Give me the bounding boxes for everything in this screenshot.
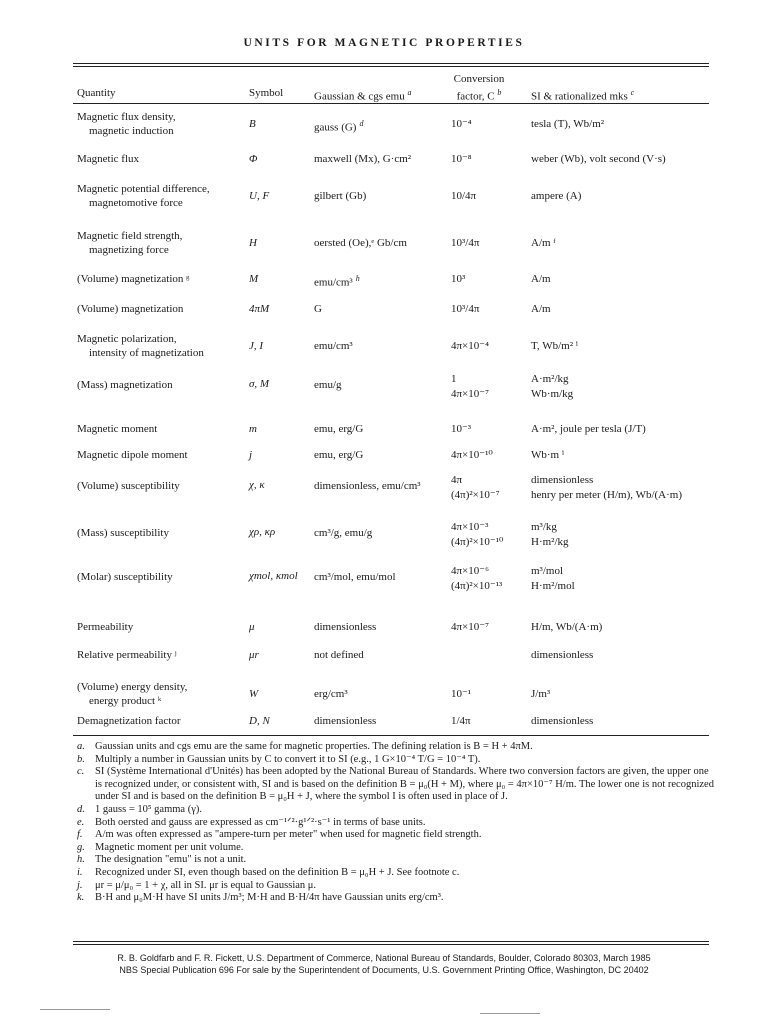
- gaussian-unit: gilbert (Gb): [314, 190, 367, 202]
- symbol-cell: M: [249, 273, 259, 285]
- quantity-cell: [77, 570, 173, 584]
- quantity-line: (Molar) susceptibility: [77, 571, 173, 583]
- top-rule: [73, 63, 709, 64]
- si-line: m³/kg: [531, 521, 557, 533]
- gaussian-unit: maxwell (Mx), G·cm²: [314, 153, 412, 165]
- footnote-label: h.: [77, 854, 85, 866]
- si-line: A·m²/kg: [531, 373, 569, 385]
- quantity-cell: [77, 302, 183, 316]
- quantity-cell: [77, 479, 180, 493]
- conversion-line: 10⁻⁴: [451, 118, 472, 130]
- header-si-label: SI & rationalized mks: [531, 90, 628, 103]
- si-cell: [531, 648, 593, 662]
- header-quantity-label: Quantity: [77, 87, 116, 99]
- gaussian-unit: emu/cm³: [314, 276, 353, 289]
- footnote-label: b.: [77, 753, 85, 765]
- footnote-item: [77, 829, 717, 842]
- footnote-text: A/m was often expressed as "ampere-turn per meter" when used for magnetic field strength.: [95, 829, 482, 841]
- si-cell: [531, 620, 602, 634]
- si-cell: [531, 117, 604, 131]
- header-quantity: [77, 86, 116, 100]
- conversion-cell: [451, 117, 472, 131]
- si-line: tesla (T), Wb/m²: [531, 118, 605, 130]
- si-line: Wb·m/kg: [531, 388, 574, 400]
- table-bottom-rule: [73, 735, 709, 736]
- symbol-cell: χρ, κρ: [249, 526, 276, 538]
- si-cell: [531, 448, 564, 462]
- si-cell: [531, 302, 551, 316]
- footnotes: [77, 741, 717, 905]
- si-cell: [531, 564, 575, 594]
- gaussian-cell: [314, 687, 348, 701]
- si-line: A/m ᶠ: [531, 237, 556, 249]
- conversion-cell: [451, 152, 472, 166]
- footnote-label: c.: [77, 766, 85, 778]
- conversion-line: 4π×10⁻¹⁰: [451, 449, 493, 461]
- quantity-line: (Volume) magnetization ᵍ: [77, 273, 190, 285]
- footnote-label: j.: [77, 879, 83, 891]
- gaussian-cell: [314, 302, 322, 316]
- header-symbol: [249, 86, 283, 100]
- gaussian-cell: [314, 152, 411, 166]
- si-cell: [531, 473, 682, 503]
- quantity-line: Demagnetization factor: [77, 715, 181, 727]
- si-line: weber (Wb), volt second (V·s): [531, 153, 666, 165]
- quantity-line: Magnetic dipole moment: [77, 449, 188, 461]
- citation: [0, 952, 768, 976]
- footnote-item: [77, 842, 717, 855]
- conversion-cell: [451, 448, 493, 462]
- footnote-bottom-rule-double: [73, 944, 709, 945]
- footnote-item: [77, 854, 717, 867]
- header-conversion: [444, 72, 514, 104]
- si-cell: [531, 687, 550, 701]
- citation-line-2: NBS Special Publication 696 For sale by the Superintendent of Documents, U.S. Government Printing Office, Washington, DC 20402: [119, 965, 649, 975]
- citation-line-1: R. B. Goldfarb and F. R. Fickett, U.S. Department of Commerce, National Bureau of Standards, Boulder, Colorado 80303, March 1985: [117, 953, 651, 963]
- gaussian-cell: [314, 448, 363, 462]
- gaussian-cell: [314, 236, 407, 250]
- gaussian-cell: [314, 714, 376, 728]
- footnote-bottom-rule: [73, 941, 709, 942]
- conversion-cell: [451, 620, 489, 634]
- footnote-text: Recognized under SI, even though based on the definition B = μ₀H + J. See footnote c.: [95, 866, 460, 878]
- conversion-line: 4π×10⁻⁷: [451, 621, 489, 633]
- gaussian-cell: [314, 620, 376, 634]
- gaussian-unit: emu/g: [314, 379, 342, 391]
- si-line: Wb·m ⁱ: [531, 449, 565, 461]
- footnote-item: [77, 867, 717, 880]
- gaussian-unit: not defined: [314, 649, 364, 661]
- header-conversion-line2: factor, C: [456, 90, 495, 103]
- symbol-cell: χ, κ: [249, 479, 265, 491]
- quantity-line: intensity of magnetization: [89, 347, 204, 359]
- quantity-cell: [77, 714, 181, 728]
- quantity-cell: [77, 648, 176, 662]
- quantity-line: Magnetic polarization,: [77, 333, 177, 345]
- scan-mark: [480, 1013, 540, 1014]
- symbol-cell: σ, M: [249, 378, 270, 390]
- si-line: dimensionless: [531, 474, 594, 486]
- gaussian-cell: [314, 422, 363, 436]
- top-rule-double: [73, 66, 709, 67]
- gaussian-unit: dimensionless, emu/cm³: [314, 480, 421, 492]
- symbol-cell: Φ: [249, 153, 258, 165]
- conversion-cell: [451, 714, 471, 728]
- si-line: A·m², joule per tesla (J/T): [531, 423, 646, 435]
- gaussian-unit: G: [314, 303, 322, 315]
- conversion-line: (4π)²×10⁻¹³: [451, 580, 503, 592]
- conversion-cell: [451, 422, 471, 436]
- gaussian-unit: cm³/g, emu/g: [314, 527, 373, 539]
- conversion-cell: [451, 272, 465, 286]
- footnote-label: d.: [77, 803, 85, 815]
- gaussian-unit: dimensionless: [314, 621, 377, 633]
- quantity-line: Magnetic moment: [77, 423, 158, 435]
- conversion-line: 1: [451, 373, 457, 385]
- footnote-text: SI (Système International d'Unités) has been adopted by the National Bureau of Standards. Where two conversion factors are given, the upper one is recognized under, or consistent with, SI and is based on the definition B = μ₀(H + M), where μ₀ = 4π×10⁻⁷ H/m. The lower one is not recognized under SI and is based on the definition B = μ₀H + J, where the symbol I is often used in place of J.: [95, 766, 714, 803]
- quantity-line: Relative permeability ʲ: [77, 649, 177, 661]
- symbol-cell: μ: [249, 621, 255, 633]
- gaussian-unit: emu, erg/G: [314, 449, 364, 461]
- footnote-label: k.: [77, 892, 85, 904]
- conversion-line: 4π×10⁻⁶: [451, 565, 489, 577]
- si-cell: [531, 339, 578, 353]
- page-title: UNITS FOR MAGNETIC PROPERTIES: [243, 37, 525, 49]
- si-line: dimensionless: [531, 649, 594, 661]
- gaussian-unit: erg/cm³: [314, 688, 348, 700]
- quantity-line: (Mass) susceptibility: [77, 527, 169, 539]
- gaussian-unit: gauss (G): [314, 121, 357, 134]
- footnote-item: [77, 766, 717, 804]
- header-gaussian-sup: a: [407, 88, 412, 97]
- quantity-cell: [77, 378, 173, 392]
- conversion-cell: [451, 236, 479, 250]
- quantity-line: (Mass) magnetization: [77, 379, 173, 391]
- quantity-line: Magnetic flux: [77, 153, 140, 165]
- quantity-cell: [77, 526, 169, 540]
- conversion-line: 4π×10⁻⁷: [451, 388, 489, 400]
- gaussian-unit: dimensionless: [314, 715, 377, 727]
- conversion-line: 10/4π: [451, 190, 477, 202]
- quantity-line: magnetic induction: [89, 125, 174, 137]
- footnote-text: B·H and μ₀M·H have SI units J/m³; M·H and B·H/4π have Gaussian units erg/cm³.: [95, 892, 444, 904]
- footnote-label: g.: [77, 841, 85, 853]
- quantity-line: magnetizing force: [89, 244, 169, 256]
- si-cell: [531, 372, 573, 402]
- gaussian-cell: [314, 526, 372, 540]
- scan-mark: [40, 1009, 110, 1010]
- symbol-cell: j: [249, 449, 253, 461]
- symbol-cell: J, I: [249, 340, 264, 352]
- conversion-line: 4π×10⁻³: [451, 521, 489, 533]
- footnote-label: a.: [77, 741, 85, 752]
- conversion-line: 10³: [451, 273, 466, 285]
- symbol-cell: B: [249, 118, 256, 130]
- footnote-text: 1 gauss = 10⁵ gamma (γ).: [95, 803, 202, 815]
- quantity-line: Magnetic flux density,: [77, 111, 176, 123]
- quantity-cell: [77, 229, 182, 257]
- conversion-line: (4π)²×10⁻¹⁰: [451, 536, 504, 548]
- quantity-cell: [77, 182, 210, 210]
- si-cell: [531, 152, 666, 166]
- si-line: J/m³: [531, 688, 551, 700]
- quantity-cell: [77, 272, 189, 286]
- header-conversion-line1: Conversion: [453, 73, 505, 85]
- conversion-line: (4π)²×10⁻⁷: [451, 489, 500, 501]
- header-conversion-sup: b: [497, 88, 502, 97]
- gaussian-cell: [314, 189, 366, 203]
- si-line: m³/mol: [531, 565, 564, 577]
- si-line: H/m, Wb/(A·m): [531, 621, 603, 633]
- gaussian-cell: [314, 570, 396, 584]
- si-line: H·m²/mol: [531, 580, 575, 592]
- quantity-line: (Volume) energy density,: [77, 681, 188, 693]
- quantity-cell: [77, 422, 157, 436]
- conversion-line: 10⁻³: [451, 423, 472, 435]
- quantity-line: magnetomotive force: [89, 197, 183, 209]
- quantity-line: Permeability: [77, 621, 134, 633]
- footnote-text: Gaussian units and cgs emu are the same for magnetic properties. The defining relation is B = H + 4πM.: [95, 741, 533, 752]
- footnote-item: [77, 754, 717, 767]
- conversion-cell: [451, 520, 503, 550]
- quantity-line: (Volume) magnetization: [77, 303, 184, 315]
- gaussian-cell: [314, 339, 353, 353]
- si-cell: [531, 714, 593, 728]
- symbol-cell: μr: [249, 649, 259, 661]
- conversion-line: 10⁻⁸: [451, 153, 472, 165]
- symbol-cell: 4πM: [249, 303, 270, 315]
- gaussian-unit: oersted (Oe),ᵉ Gb/cm: [314, 237, 407, 249]
- gaussian-cell: [314, 479, 421, 493]
- si-cell: [531, 189, 581, 203]
- symbol-cell: U, F: [249, 190, 270, 202]
- si-line: A/m: [531, 303, 551, 315]
- quantity-cell: [77, 332, 204, 360]
- si-line: H·m²/kg: [531, 536, 569, 548]
- footnote-item: [77, 892, 717, 905]
- footnote-item: [77, 741, 717, 754]
- symbol-cell: m: [249, 423, 257, 435]
- gaussian-cell: [314, 117, 363, 135]
- gaussian-cell: [314, 272, 360, 290]
- conversion-line: 4π×10⁻⁴: [451, 340, 489, 352]
- conversion-line: 10⁻¹: [451, 688, 472, 700]
- footnote-text: Magnetic moment per unit volume.: [95, 841, 244, 853]
- gaussian-cell: [314, 378, 342, 392]
- conversion-line: 10³/4π: [451, 303, 480, 315]
- header-si-sup: c: [630, 88, 635, 97]
- header-symbol-label: Symbol: [249, 87, 284, 99]
- header-si: [531, 86, 634, 104]
- symbol-cell: D, N: [249, 715, 270, 727]
- footnote-text: μr = μ/μ₀ = 1 + χ, all in SI. μr is equal to Gaussian μ.: [95, 879, 317, 891]
- symbol-cell: W: [249, 688, 259, 700]
- quantity-cell: [77, 152, 139, 166]
- si-line: ampere (A): [531, 190, 582, 202]
- quantity-line: Magnetic potential difference,: [77, 183, 210, 195]
- quantity-line: energy product ᵏ: [89, 695, 162, 707]
- footnote-label: f.: [77, 829, 83, 841]
- footnote-text: Multiply a number in Gaussian units by C to convert it to SI (e.g., 1 G×10⁻⁴ T/G = 10⁻⁴ T).: [95, 753, 481, 765]
- si-line: henry per meter (H/m), Wb/(A·m): [531, 489, 682, 501]
- gaussian-cell: [314, 648, 364, 662]
- gaussian-unit: cm³/mol, emu/mol: [314, 571, 396, 583]
- gaussian-footnote-ref: h: [355, 274, 360, 283]
- footnote-item: [77, 804, 717, 817]
- conversion-line: 4π: [451, 474, 463, 486]
- footnote-text: The designation "emu" is not a unit.: [95, 854, 247, 866]
- si-cell: [531, 422, 646, 436]
- quantity-line: Magnetic field strength,: [77, 230, 183, 242]
- header-gaussian: [314, 86, 411, 104]
- footnote-item: [77, 880, 717, 893]
- conversion-line: 10³/4π: [451, 237, 480, 249]
- conversion-cell: [451, 473, 500, 503]
- gaussian-footnote-ref: d: [359, 119, 364, 128]
- si-line: A/m: [531, 273, 551, 285]
- si-cell: [531, 236, 556, 250]
- si-cell: [531, 520, 569, 550]
- footnote-label: i.: [77, 866, 83, 878]
- si-line: dimensionless: [531, 715, 594, 727]
- conversion-cell: [451, 687, 471, 701]
- quantity-cell: [77, 680, 187, 708]
- symbol-cell: H: [249, 237, 257, 249]
- footnote-label: e.: [77, 816, 85, 828]
- conversion-cell: [451, 339, 489, 353]
- conversion-cell: [451, 189, 476, 203]
- conversion-cell: [451, 372, 489, 402]
- si-cell: [531, 272, 551, 286]
- si-line: T, Wb/m² ⁱ: [531, 340, 578, 352]
- quantity-cell: [77, 620, 133, 634]
- conversion-cell: [451, 564, 502, 594]
- header-gaussian-label: Gaussian & cgs emu: [314, 90, 405, 103]
- symbol-cell: χmol, κmol: [249, 570, 298, 582]
- gaussian-unit: emu/cm³: [314, 340, 353, 352]
- quantity-cell: [77, 448, 188, 462]
- footnote-item: [77, 817, 717, 830]
- quantity-cell: [77, 110, 176, 138]
- footnote-text: Both oersted and gauss are expressed as cm⁻¹ᐟ²·g¹ᐟ²·s⁻¹ in terms of base units.: [95, 816, 426, 828]
- conversion-cell: [451, 302, 479, 316]
- conversion-line: 1/4π: [451, 715, 471, 727]
- quantity-line: (Volume) susceptibility: [77, 480, 180, 492]
- gaussian-unit: emu, erg/G: [314, 423, 364, 435]
